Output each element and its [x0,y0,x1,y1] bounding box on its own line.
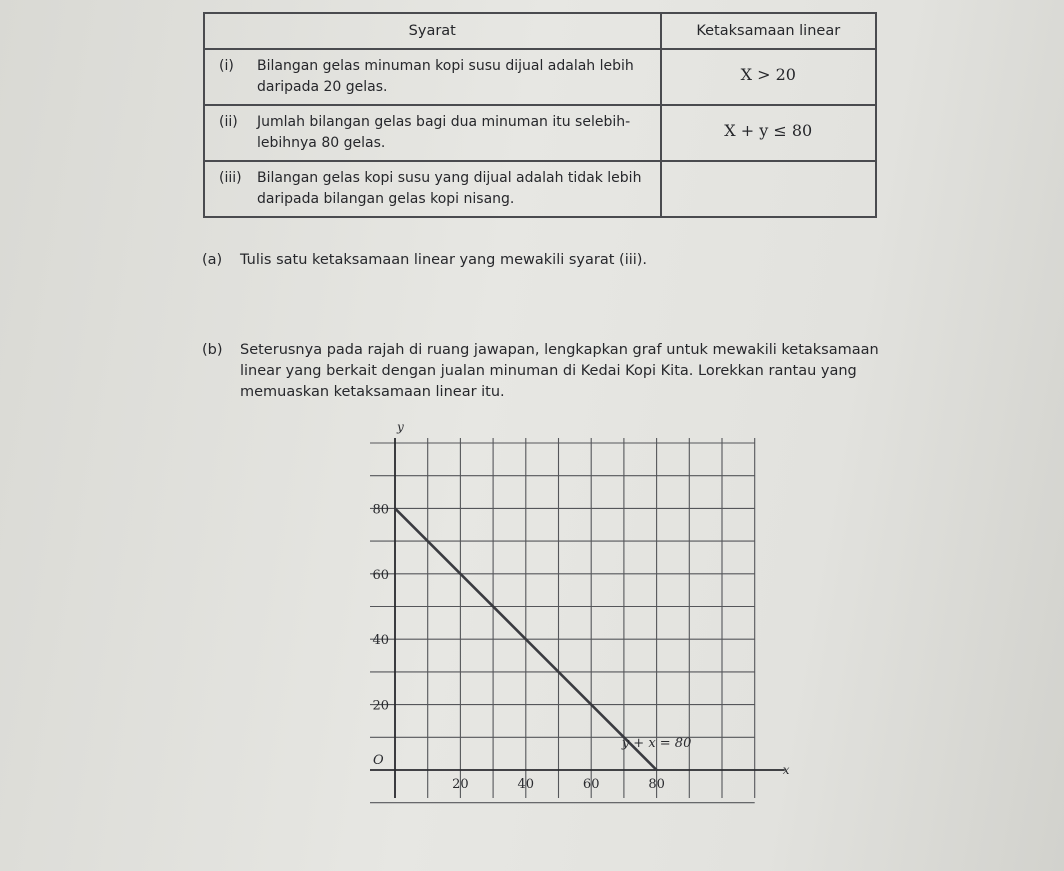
table-row [204,105,876,161]
question-b [202,340,922,403]
question-a [202,250,902,271]
y-tick-label: 20 [372,698,389,714]
condition-text: Bilangan gelas minuman kopi susu dijual adalah lebih daripada 20 gelas. [257,58,634,95]
y-tick-label: 80 [372,502,389,518]
x-tick-label: 80 [648,777,665,792]
y-axis-label: y [397,420,404,434]
inequality-cell: X + y ≤ 80 [661,105,876,161]
question-a-label: (a) [202,252,223,268]
condition-cell [204,105,661,161]
origin-label: O [373,753,384,768]
inequality-cell: X > 20 [661,49,876,105]
condition-number: (i) [219,58,234,74]
table-row [204,49,876,105]
condition-number: (ii) [219,114,238,130]
conditions-table [203,12,877,218]
table-row [204,161,876,217]
x-tick-label: 60 [582,777,600,792]
question-b-text: Seterusnya pada rajah di ruang jawapan, lengkapkan graf untuk mewakili ketaksamaan linear yang berkait dengan jualan minuman di Kedai Kopi Kita. Lorekkan rantau yang memuaskan ketaksamaan linear itu. [240,342,879,400]
condition-cell [204,49,661,105]
header-syarat: Syarat [204,13,661,49]
x-axis-label: x [782,763,790,777]
y-tick-label: 40 [372,633,389,649]
inequality-cell [661,161,876,217]
x-tick-label: 20 [452,777,469,792]
condition-text: Bilangan gelas kopi susu yang dijual adalah tidak lebih daripada bilangan gelas kopi nisang. [257,170,642,207]
question-b-label: (b) [202,342,223,358]
line-equation-label: y + x = 80 [621,736,692,752]
condition-text: Jumlah bilangan gelas bagi dua minuman itu selebih-lebihnya 80 gelas. [257,114,631,151]
question-a-text: Tulis satu ketaksamaan linear yang mewakili syarat (iii). [240,252,648,268]
condition-number: (iii) [219,170,242,186]
condition-cell [204,161,661,217]
y-tick-label: 60 [372,567,389,583]
x-tick-label: 40 [517,777,535,792]
header-ketaksamaan: Ketaksamaan linear [661,13,876,49]
answer-graph [340,420,790,820]
table-header-row [204,13,876,49]
